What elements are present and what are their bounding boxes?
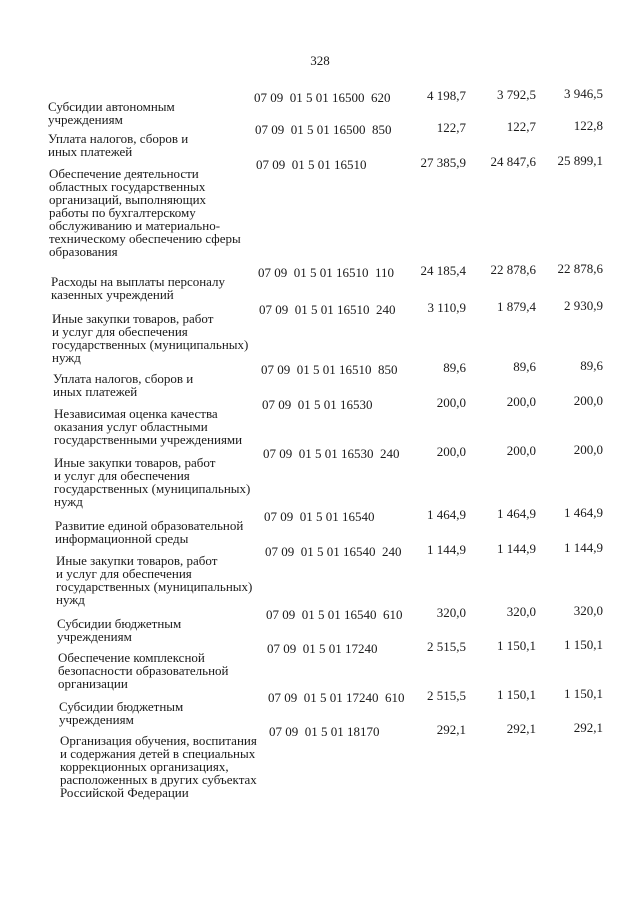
row-value-3: 2 930,9 [564,298,603,313]
row-name: Субсидии бюджетным учреждениям [57,616,182,644]
row-value-3: 200,0 [573,442,603,457]
row-value-1: 1 144,9 [427,542,466,557]
row-code: 07 09 01 5 01 16500 620 [254,90,391,105]
row-code: 07 09 01 5 01 16510 240 [259,302,396,317]
row-code: 07 09 01 5 01 16530 [262,397,373,412]
row-value-3: 1 150,1 [564,637,603,652]
row-code: 07 09 01 5 01 16540 [264,509,375,524]
row-value-1: 27 385,9 [420,155,466,170]
row-value-3: 122,8 [573,118,603,133]
row-value-2: 122,7 [506,119,536,134]
row-name: Независимая оценка качества оказания услуг областными государственными учреждениями [54,406,243,447]
row-value-2: 200,0 [506,394,536,409]
row-value-1: 89,6 [443,360,466,375]
row-code: 07 09 01 5 01 17240 [267,641,378,656]
row-name: Иные закупки товаров, работ и услуг для обеспечения государственных (муниципальных) нужд [56,553,253,607]
row-value-1: 2 515,5 [427,639,466,654]
row-value-1: 4 198,7 [427,88,466,103]
row-value-3: 25 899,1 [557,153,603,168]
row-value-2: 200,0 [506,443,536,458]
row-value-3: 292,1 [573,720,603,735]
row-value-3: 3 946,5 [564,86,603,101]
row-name: Субсидии автономным учреждениям [48,99,175,127]
row-name: Расходы на выплаты персоналу казенных учреждений [51,274,226,302]
row-code: 07 09 01 5 01 17240 610 [268,690,405,705]
row-name: Субсидии бюджетным учреждениям [59,699,184,727]
row-value-2: 1 464,9 [497,506,536,521]
page-number: 328 [310,53,330,68]
row-value-1: 2 515,5 [427,688,466,703]
row-name: Иные закупки товаров, работ и услуг для обеспечения государственных (муниципальных) нужд [52,311,249,365]
row-value-1: 1 464,9 [427,507,466,522]
row-value-1: 320,0 [436,605,466,620]
row-value-1: 122,7 [436,120,466,135]
row-name: Иные закупки товаров, работ и услуг для обеспечения государственных (муниципальных) нужд [54,455,251,509]
row-name: Обеспечение комплексной безопасности образовательной организации [58,650,229,691]
row-name: Организация обучения, воспитания и содержания детей в специальных коррекционных организациях, расположенных в других субъектах Российской Федерации [60,733,257,800]
row-value-1: 24 185,4 [420,263,466,278]
row-value-2: 1 150,1 [497,687,536,702]
row-name: Обеспечение деятельности областных государственных организаций, выполняющих работы по бухгалтерскому обслуживанию и материально- техническому обеспечению сферы образования [49,166,241,259]
row-name: Развитие единой образовательной информационной среды [55,518,244,546]
row-name: Уплата налогов, сборов и иных платежей [48,131,189,159]
row-code: 07 09 01 5 01 16500 850 [255,122,392,137]
row-value-2: 292,1 [506,721,536,736]
row-code: 07 09 01 5 01 16540 610 [266,607,403,622]
row-value-2: 3 792,5 [497,87,536,102]
row-value-3: 89,6 [580,358,603,373]
row-value-3: 1 144,9 [564,540,603,555]
row-value-2: 24 847,6 [490,154,536,169]
row-value-3: 320,0 [573,603,603,618]
row-code: 07 09 01 5 01 16510 850 [261,362,398,377]
row-code: 07 09 01 5 01 16530 240 [263,446,400,461]
row-value-2: 1 150,1 [497,638,536,653]
row-value-3: 22 878,6 [557,261,603,276]
row-code: 07 09 01 5 01 18170 [269,724,380,739]
row-value-1: 200,0 [436,395,466,410]
row-value-3: 200,0 [573,393,603,408]
row-value-2: 1 144,9 [497,541,536,556]
row-code: 07 09 01 5 01 16540 240 [265,544,402,559]
row-value-1: 200,0 [436,444,466,459]
row-value-2: 89,6 [513,359,536,374]
row-value-2: 320,0 [506,604,536,619]
row-value-3: 1 150,1 [564,686,603,701]
row-value-2: 22 878,6 [490,262,536,277]
row-name: Уплата налогов, сборов и иных платежей [53,371,194,399]
row-code: 07 09 01 5 01 16510 110 [258,265,395,280]
row-value-3: 1 464,9 [564,505,603,520]
row-value-2: 1 879,4 [497,299,536,314]
row-value-1: 3 110,9 [427,300,466,315]
row-value-1: 292,1 [436,722,466,737]
row-code: 07 09 01 5 01 16510 [256,157,367,172]
